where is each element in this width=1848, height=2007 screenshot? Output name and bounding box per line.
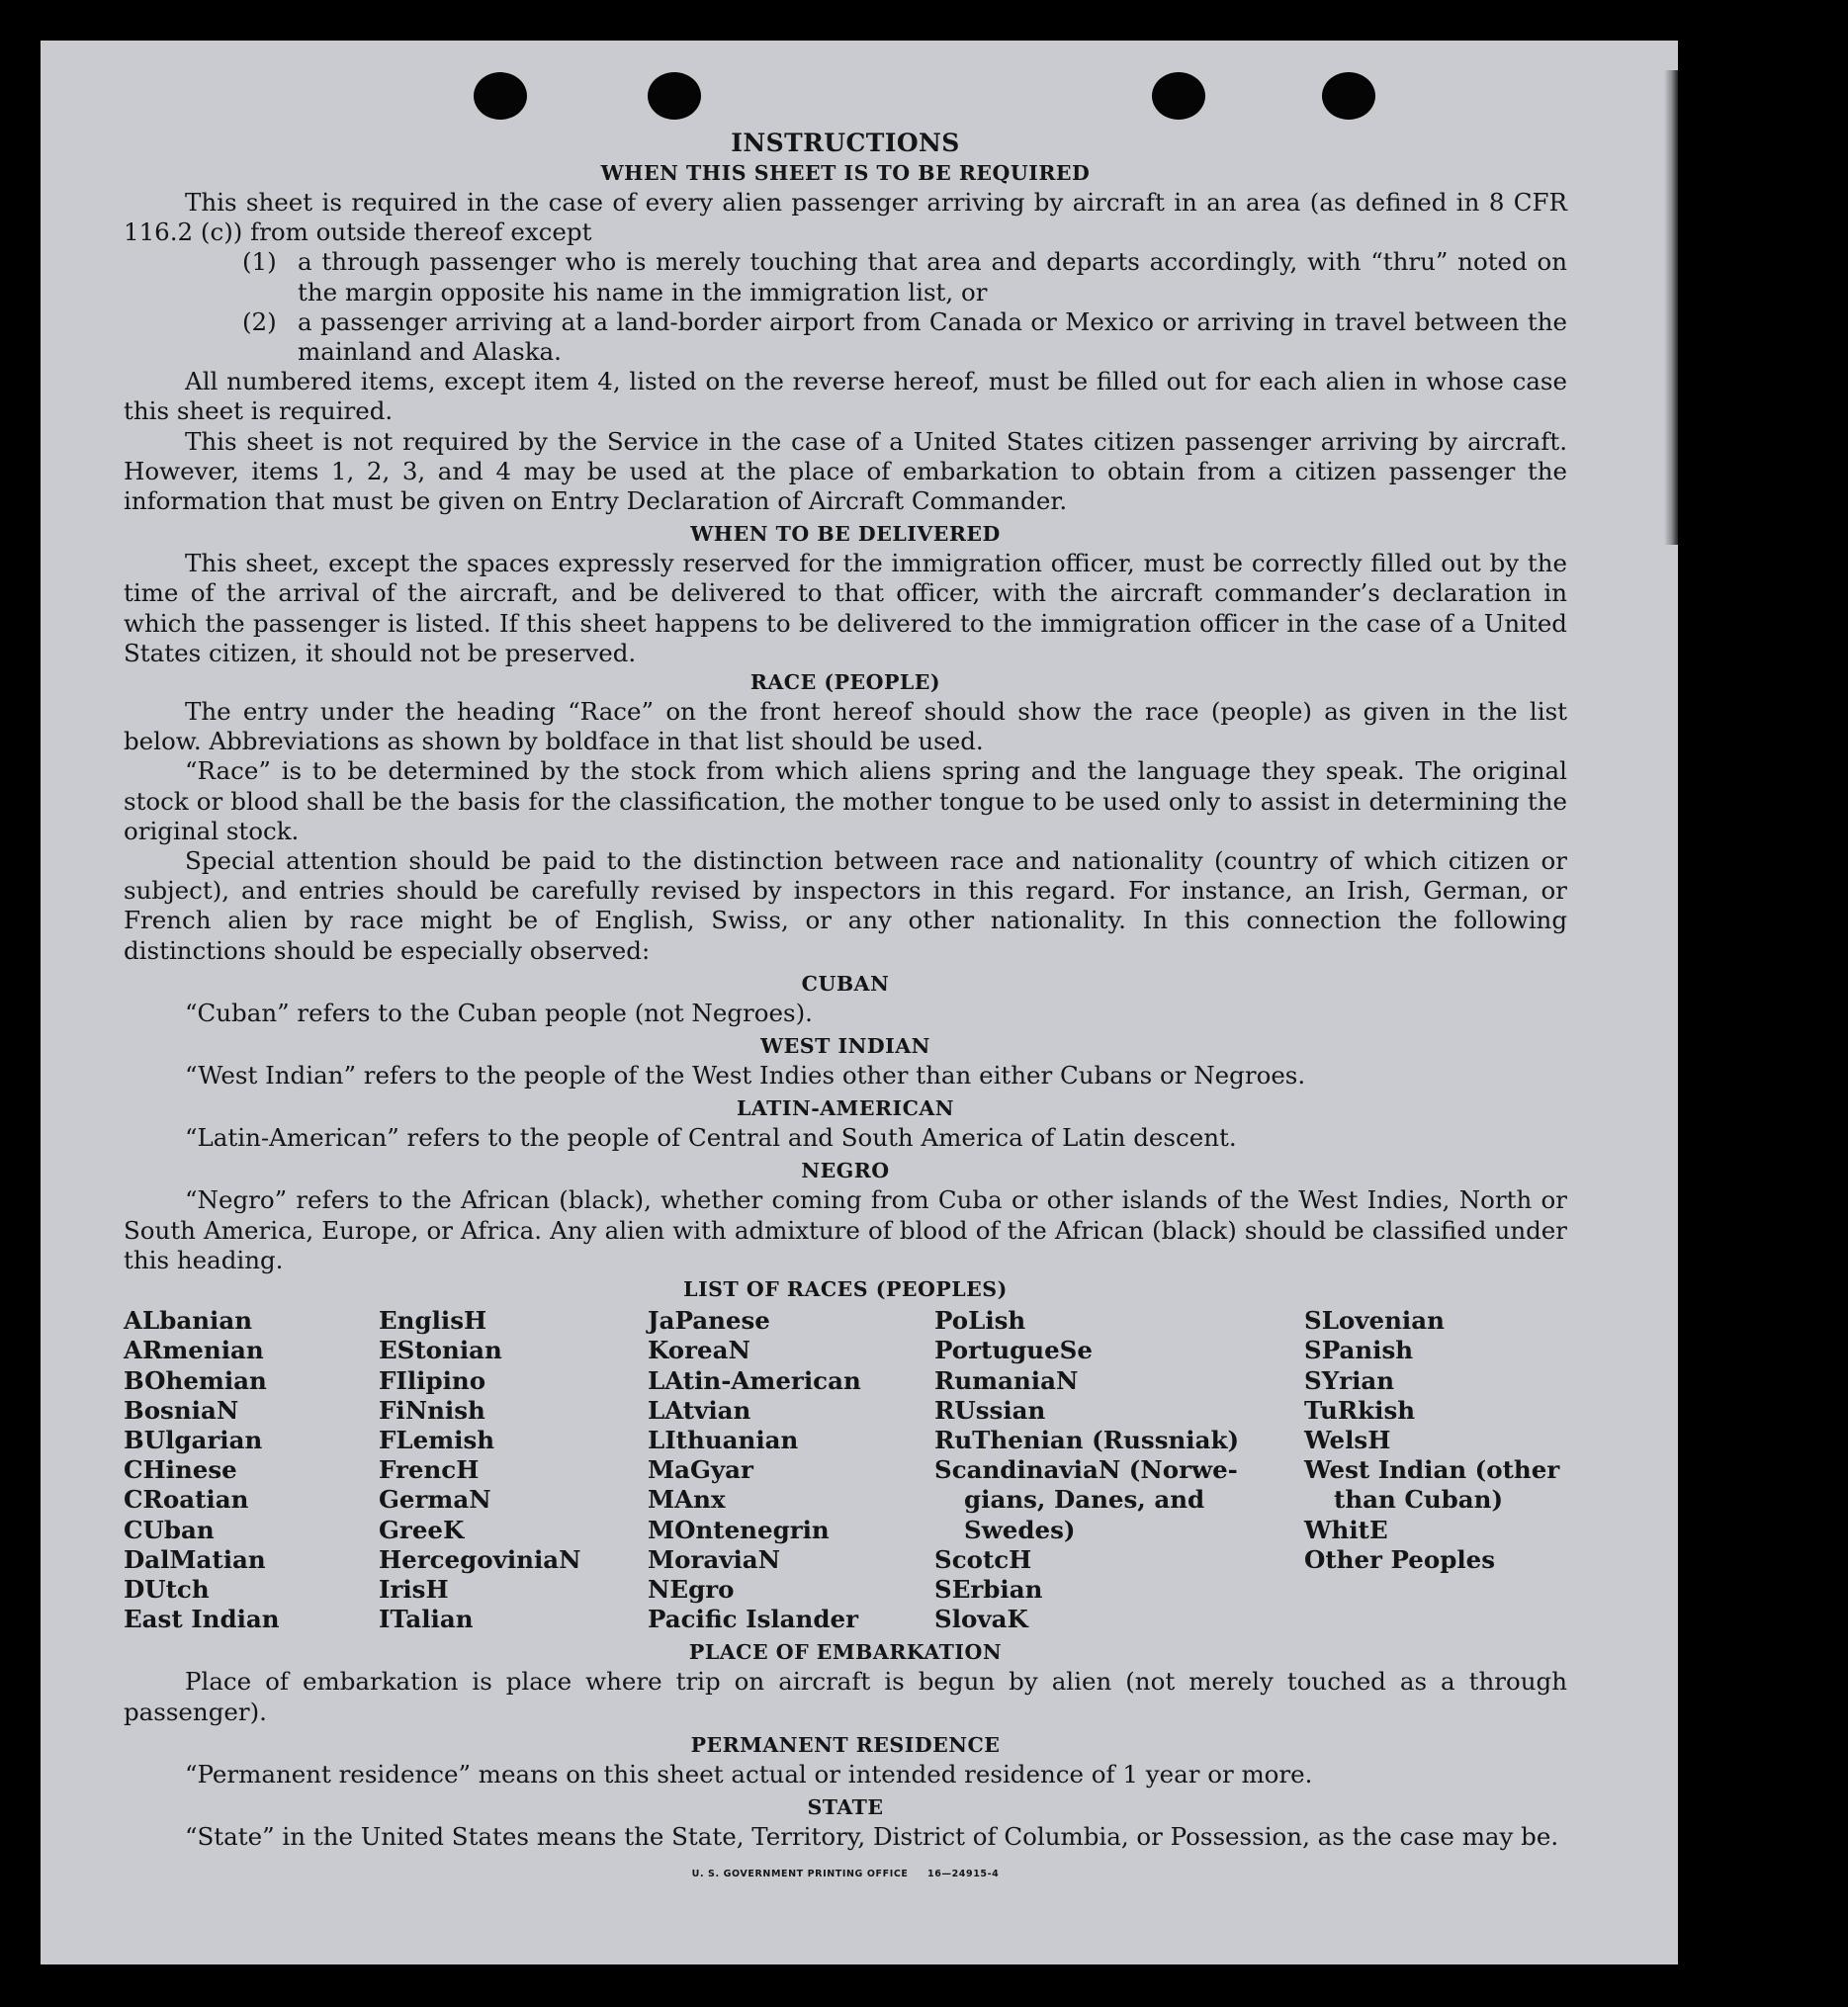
- race-entry: MaGyar: [648, 1455, 753, 1485]
- race-entry: CUban: [124, 1515, 215, 1544]
- residence-definition: “Permanent residence” means on this sheet actual or intended residence of 1 year or more.: [185, 1759, 1313, 1789]
- exception-item: [242, 247, 1567, 306]
- section-heading-list-of-races: LIST OF RACES (PEOPLES): [683, 1277, 1008, 1302]
- race-entry: BosniaN: [124, 1395, 239, 1425]
- race-entry: BOhemian: [124, 1365, 267, 1395]
- section-heading-west-indian: WEST INDIAN: [760, 1034, 930, 1059]
- race-entry: SlovaK: [934, 1605, 1028, 1634]
- state-definition: “State” in the United States means the State, Territory, District of Columbia, or Possession, as the case may be.: [185, 1821, 1559, 1851]
- race-entry: PortugueSe: [934, 1336, 1093, 1365]
- race-entry: LAtin-American: [648, 1365, 861, 1395]
- race-entry: LIthuanian: [648, 1425, 799, 1454]
- latin-american-definition: “Latin-American” refers to the people of Central and South America of Latin descent.: [185, 1123, 1237, 1153]
- race-paragraph-2: “Race” is to be determined by the stock from which aliens spring and the language they speak. The original stock or blood shall be the basis for the classification, the mother tongue to be used only to assist in determining the original stock.: [124, 756, 1567, 845]
- cuban-definition: “Cuban” refers to the Cuban people (not Negroes).: [185, 998, 813, 1027]
- race-entry: MAnx: [648, 1485, 726, 1515]
- race-entry: LAtvian: [648, 1395, 751, 1425]
- race-entry: SErbian: [934, 1574, 1043, 1604]
- section-heading-race: RACE (PEOPLE): [749, 670, 941, 695]
- citizen-paragraph: This sheet is not required by the Service in the case of a United States citizen passenger arriving by aircraft. However, items 1, 2, 3, and 4 may be used at the place of embarkation to obtain from a citizen passenger the information that must be given on Entry Declaration of Aircraft Commander.: [124, 426, 1567, 516]
- race-entry: DUtch: [124, 1574, 210, 1604]
- required-intro: This sheet is required in the case of every alien passenger arriving by aircraft in an area (as defined in 8 CFR 116.2 (c)) from outside thereof except: [124, 188, 1567, 247]
- embarkation-definition: Place of embarkation is place where trip on aircraft is begun by alien (not merely touched as a through passenger).: [124, 1667, 1567, 1726]
- numbered-items-paragraph: All numbered items, except item 4, listed on the reverse hereof, must be filled out for each alien in whose case this sheet is required.: [124, 367, 1567, 426]
- race-entry: East Indian: [124, 1605, 280, 1634]
- race-entry: EnglisH: [379, 1306, 487, 1336]
- races-column-3: [648, 1306, 934, 1634]
- race-paragraph-1: The entry under the heading “Race” on the front hereof should show the race (people) as given in the list below. Abbreviations as shown by boldface in that list should be used.: [124, 697, 1567, 756]
- race-entry: WelsH: [1304, 1425, 1391, 1454]
- race-entry: JaPanese: [648, 1306, 770, 1336]
- race-entry: WhitE: [1304, 1515, 1388, 1544]
- west-indian-definition: “West Indian” refers to the people of the West Indies other than either Cubans or Negroes.: [185, 1061, 1306, 1091]
- race-entry: CRoatian: [124, 1485, 249, 1515]
- section-heading-residence: PERMANENT RESIDENCE: [690, 1732, 1001, 1757]
- races-column-2: [379, 1306, 648, 1634]
- punch-hole: [1322, 72, 1375, 120]
- exception-text: a passenger arriving at a land-border airport from Canada or Mexico or arriving in travel between the mainland and Alaska.: [298, 306, 1567, 367]
- section-heading-cuban: CUBAN: [801, 971, 890, 996]
- printing-office-footer: U. S. GOVERNMENT PRINTING OFFICE 16—24915-4: [691, 1869, 1000, 1880]
- instructions-content: [124, 128, 1567, 1889]
- section-heading-latin-american: LATIN-AMERICAN: [736, 1096, 955, 1121]
- page-edge-shadow: [1664, 70, 1678, 545]
- races-column-1: [124, 1306, 379, 1634]
- race-entry: GreeK: [379, 1515, 465, 1544]
- race-entry: BUlgarian: [124, 1425, 263, 1454]
- race-entry: TuRkish: [1304, 1395, 1416, 1425]
- section-heading-state: STATE: [807, 1794, 884, 1819]
- race-entry: MoraviaN: [648, 1544, 781, 1574]
- race-entry: DalMatian: [124, 1544, 266, 1574]
- punch-hole: [1152, 72, 1205, 120]
- negro-definition: “Negro” refers to the African (black), whether coming from Cuba or other islands of the West Indies, North or South America, Europe, or Africa. Any alien with admixture of blood of the African (black) should be classified under this heading.: [124, 1185, 1567, 1274]
- races-column-4: [934, 1306, 1304, 1634]
- race-entry: than Cuban): [1334, 1485, 1504, 1515]
- page-title: INSTRUCTIONS: [731, 129, 960, 157]
- races-list: [124, 1306, 1567, 1634]
- race-entry: SLovenian: [1304, 1306, 1445, 1336]
- race-entry: FrencH: [379, 1455, 480, 1485]
- race-entry: GermaN: [379, 1485, 491, 1515]
- race-entry: CHinese: [124, 1455, 237, 1485]
- race-entry: NEgro: [648, 1574, 735, 1604]
- race-entry: FIlipino: [379, 1365, 486, 1395]
- race-entry: Other Peoples: [1304, 1544, 1496, 1574]
- race-entry: HercegoviniaN: [379, 1544, 581, 1574]
- section-heading-embarkation: PLACE OF EMBARKATION: [688, 1640, 1003, 1665]
- delivery-paragraph: This sheet, except the spaces expressly reserved for the immigration officer, must be correctly filled out by the time of the arrival of the aircraft, and be delivered to that officer, with the aircraft commander’s declaration in which the passenger is listed. If this sheet happens to be delivered to the immigration officer in the case of a United States citizen, it should not be preserved.: [124, 549, 1567, 667]
- race-paragraph-3: Special attention should be paid to the distinction between race and nationality (country of which citizen or subject), and entries should be carefully revised by inspectors in this regard. For instance, an Irish, German, or French alien by race might be of English, Swiss, or any other nationality. In this connection the following distinctions should be especially observed:: [124, 846, 1567, 965]
- race-entry: gians, Danes, and: [964, 1485, 1205, 1515]
- section-heading-negro: NEGRO: [801, 1159, 890, 1183]
- race-entry: EStonian: [379, 1336, 502, 1365]
- race-entry: RumaniaN: [934, 1365, 1079, 1395]
- race-entry: ALbanian: [124, 1306, 253, 1336]
- punch-hole: [474, 72, 527, 120]
- race-entry: RuThenian (Russniak): [934, 1425, 1240, 1454]
- exception-text: a through passenger who is merely touching that area and departs accordingly, with “thru” noted on the margin opposite his name in the immigration list, or: [298, 247, 1567, 306]
- race-entry: Swedes): [964, 1515, 1076, 1544]
- races-column-5: [1304, 1306, 1567, 1634]
- race-entry: IrisH: [379, 1574, 449, 1604]
- document-page: [41, 41, 1678, 1964]
- race-entry: West Indian (other: [1304, 1455, 1560, 1485]
- exception-number: (1): [242, 247, 277, 277]
- race-entry: RUssian: [934, 1395, 1046, 1425]
- race-entry: Pacific Islander: [648, 1605, 858, 1634]
- race-entry: KoreaN: [648, 1336, 750, 1365]
- section-heading-when-delivered: WHEN TO BE DELIVERED: [690, 522, 1001, 547]
- race-entry: FiNnish: [379, 1395, 485, 1425]
- race-entry: ITalian: [379, 1605, 474, 1634]
- exception-number: (2): [242, 306, 277, 336]
- race-entry: SPanish: [1304, 1336, 1414, 1365]
- race-entry: ScotcH: [934, 1544, 1032, 1574]
- race-entry: ARmenian: [124, 1336, 264, 1365]
- race-entry: SYrian: [1304, 1365, 1395, 1395]
- section-heading-when-required: WHEN THIS SHEET IS TO BE REQUIRED: [600, 161, 1091, 185]
- punch-hole: [648, 72, 701, 120]
- race-entry: FLemish: [379, 1425, 495, 1454]
- race-entry: ScandinaviaN (Norwe-: [934, 1455, 1238, 1485]
- race-entry: MOntenegrin: [648, 1515, 830, 1544]
- race-entry: PoLish: [934, 1306, 1026, 1336]
- exception-item: [242, 307, 1567, 367]
